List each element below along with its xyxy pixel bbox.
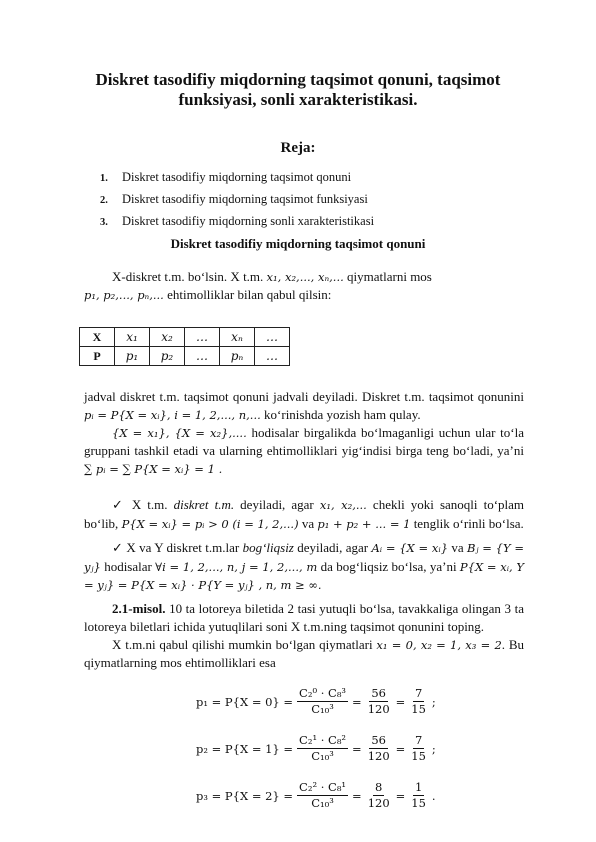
definition-discrete: [84, 496, 524, 533]
fraction-numerator: 8: [375, 780, 383, 794]
fraction-numerator: 7: [414, 733, 423, 747]
intro-math: x₁, x₂,..., xₙ,...: [266, 270, 344, 284]
plan-heading: Reja:: [280, 140, 316, 156]
fraction-denominator: 120: [367, 702, 390, 716]
body-text: X t.m.ni qabul qilishi mumkin bo‘lgan qiymatlari: [112, 637, 373, 652]
plan-item-number: 3.: [100, 217, 108, 228]
table-cell: …: [185, 328, 220, 347]
body-math: p₁ + p₂ + ... = 1: [317, 517, 411, 531]
section-heading: Diskret tasodifiy miqdorning taqsimot qonuni: [170, 236, 426, 251]
probability-formula: p₃ = P{X = 2} = $\frac{\text{C₂² · C₈¹}}{\text{C₁₀³}}$ = $\frac{8}{120}$ = $\frac{1}{15}$ .: [196, 780, 436, 810]
fraction-denominator: 15: [411, 796, 426, 810]
defined-term: diskret t.m.: [173, 497, 235, 512]
body-text: hodisalar: [104, 559, 152, 574]
table-cell: X: [80, 328, 115, 347]
definition-independent: [84, 539, 524, 594]
fraction-numerator: 56: [371, 733, 386, 747]
plan-item-text: Diskret tasodifiy miqdorning taqsimot qonuni: [122, 170, 352, 184]
table-cell: x₁: [115, 328, 150, 347]
formula-lhs: p₂ = P{X = 1} =: [196, 741, 294, 756]
body-math: x₁ = 0, x₂ = 1, x₃ = 2: [376, 638, 502, 652]
table-cell: P: [80, 347, 115, 366]
fraction: [297, 733, 348, 764]
body-text: deyiladi, agar: [234, 497, 314, 512]
table-cell: x₂: [150, 328, 185, 347]
plan-item: [100, 166, 374, 188]
intro-math: p₁, p₂,..., pₙ,...: [84, 288, 164, 302]
fraction-numerator: C₂¹ · C₈²: [299, 733, 347, 747]
body-math: ∀i = 1, 2,..., n, j = 1, 2,..., m: [155, 560, 318, 574]
fraction: [297, 780, 348, 811]
checkmark-icon: ✓: [112, 541, 124, 556]
probability-formula: p₁ = P{X = 0} = $\frac{\text{C₂⁰ · C₈³}}{\text{C₁₀³}}$ = $\frac{56}{120}$ = $\frac{7}{15}$ ;: [196, 686, 436, 716]
fraction-numerator: 56: [371, 686, 386, 700]
formula-lhs: p₁ = P{X = 0} =: [196, 694, 294, 709]
fraction-numerator: C₂² · C₈¹: [299, 780, 347, 794]
after-table-paragraph: [84, 388, 524, 478]
table-cell: p₂: [150, 347, 185, 366]
intro-text: ehtimolliklar bilan qabul qilsin:: [167, 287, 332, 302]
body-math: pᵢ = P{X = xᵢ}, i = 1, 2,..., n,...: [84, 408, 261, 422]
distribution-table: [79, 327, 290, 366]
table-cell: p₁: [115, 347, 150, 366]
plan-item-number: 2.: [100, 195, 108, 206]
body-math: ∑ pᵢ = ∑ P{X = xᵢ} = 1 .: [84, 462, 223, 476]
page-title: Diskret tasodifiy miqdorning taqsimot qonuni, taqsimot funksiyasi, sonli xarakteristikasi.: [95, 70, 501, 109]
fraction-denominator: C₁₀³: [311, 702, 334, 716]
plan-item-number: 1.: [100, 173, 108, 184]
fraction-numerator: 1: [414, 780, 423, 794]
body-math: P{X = xᵢ, Y = yⱼ} = P{X = xᵢ} · P{Y = yⱼ} , n, m ≥ ∞.: [84, 560, 525, 592]
intro-paragraph: [84, 268, 524, 304]
body-math: P{X = xᵢ} = pᵢ > 0 (i = 1, 2,...): [121, 517, 299, 531]
plan-list: [100, 166, 374, 232]
body-text: va: [451, 540, 464, 555]
fraction: [366, 686, 392, 717]
defined-term: bog‘liqsiz: [242, 540, 294, 555]
body-text: chekli yoki sanoqli to‘plam bo‘lib,: [84, 497, 525, 531]
fraction: [409, 686, 428, 717]
body-math: {X = x₁}, {X = x₂},....: [112, 426, 247, 440]
fraction: [297, 686, 348, 717]
fraction: [409, 733, 428, 764]
body-text: va: [301, 516, 315, 531]
table-cell: …: [185, 347, 220, 366]
fraction-denominator: C₁₀³: [311, 796, 334, 810]
body-math: Bⱼ = {Y = yⱼ}: [84, 541, 524, 574]
table-row: [80, 347, 290, 366]
body-math: x₁, x₂,...: [319, 498, 367, 512]
fraction: [366, 733, 392, 764]
formula-end: ;: [431, 741, 436, 756]
body-text: da bog‘liqsiz bo‘lsa, ya’ni: [320, 559, 457, 574]
example-label: 2.1-misol.: [112, 601, 166, 616]
fraction-denominator: 15: [411, 749, 426, 763]
body-text: 10 ta lotoreya biletida 2 tasi yutuqli bo‘lsa, tavakkaliga olingan 3 ta lotoreya biletlari ichida yutuqlilari soni X t.m.ning taqsimot qonunini toping.: [84, 601, 524, 634]
plan-item: [100, 188, 374, 210]
formula-end: .: [431, 788, 436, 803]
probability-formula: p₂ = P{X = 1} = $\frac{\text{C₂¹ · C₈²}}{\text{C₁₀³}}$ = $\frac{56}{120}$ = $\frac{7}{15}$ ;: [196, 733, 436, 763]
fraction-numerator: 7: [414, 686, 423, 700]
table-cell: …: [255, 347, 290, 366]
fraction-numerator: C₂⁰ · C₈³: [299, 686, 347, 700]
table-cell: xₙ: [220, 328, 255, 347]
table-cell: …: [255, 328, 290, 347]
fraction-denominator: 15: [411, 702, 426, 716]
table-cell: pₙ: [220, 347, 255, 366]
body-text: deyiladi, agar: [293, 540, 369, 555]
formula-end: ;: [431, 694, 436, 709]
fraction: [366, 780, 392, 811]
body-text: X va Y diskret t.m.lar: [126, 540, 243, 555]
fraction-denominator: C₁₀³: [311, 749, 334, 763]
fraction-denominator: 120: [367, 749, 390, 763]
example-paragraph: [84, 600, 524, 672]
body-math: Aᵢ = {X = xᵢ}: [371, 541, 449, 555]
plan-item-text: Diskret tasodifiy miqdorning sonli xarakteristikasi: [122, 214, 375, 228]
body-text: X t.m.: [131, 497, 174, 512]
intro-text: qiymatlarni mos: [347, 269, 432, 284]
body-text: jadval diskret t.m. taqsimot qonuni jadvali deyiladi. Diskret t.m. taqsimot qonunini: [84, 389, 524, 404]
fraction: [409, 780, 428, 811]
body-text: hodisalar birgalikda bo‘lmaganligi uchun ular to‘la gruppani tashkil etadi va ularning ehtimolliklari yig‘indisi birga teng bo‘ladi, ya’ni: [84, 425, 524, 458]
intro-text: X-diskret t.m. bo‘lsin. X t.m.: [112, 269, 264, 284]
checkmark-icon: ✓: [112, 498, 126, 513]
plan-item: [100, 210, 374, 232]
formula-lhs: p₃ = P{X = 2} =: [196, 788, 294, 803]
table-row: [80, 328, 290, 347]
body-text: tenglik o‘rinli bo‘lsa.: [413, 516, 524, 531]
body-text: . Bu qiymatlarning mos ehtimolliklari esa: [84, 637, 525, 670]
plan-item-text: Diskret tasodifiy miqdorning taqsimot funksiyasi: [122, 192, 368, 206]
body-text: ko‘rinishda yozish ham qulay.: [264, 407, 421, 422]
fraction-denominator: 120: [367, 796, 390, 810]
